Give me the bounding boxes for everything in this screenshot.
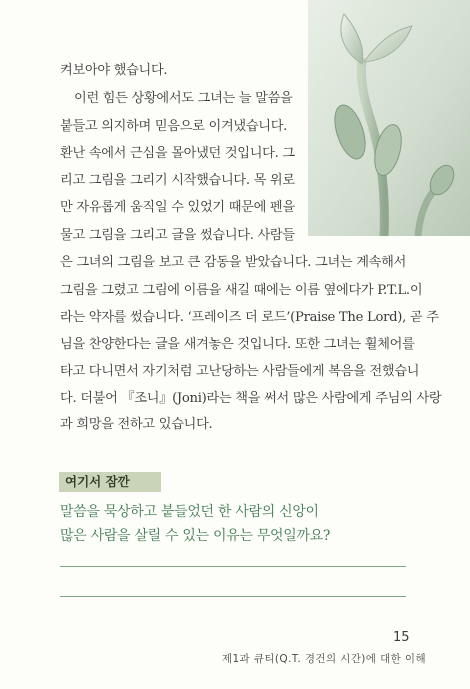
body-line: 다. 더불어 『조니』(Joni)라는 책을 써서 많은 사람에게 주님의 사랑 (60, 391, 442, 406)
body-line: 붙들고 의지하며 믿음으로 이겨냈습니다. (60, 119, 288, 134)
answer-line[interactable] (60, 566, 406, 567)
body-line: 만 자유롭게 움직일 수 있었기 때문에 펜을 (60, 200, 295, 215)
body-line: 라는 약자를 썼습니다. ‘프레이즈 더 로드’(Praise The Lord), 곧 주 (60, 310, 439, 325)
body-line: 타고 다니면서 자기처럼 고난당하는 사람들에게 복음을 전했습니 (60, 364, 420, 379)
chapter-footer: 제1과 큐티(Q.T. 경건의 시간)에 대한 이해 (221, 653, 426, 665)
body-line: 님을 찬양한다는 글을 새겨놓은 것입니다. 또한 그녀는 휠체어를 (60, 337, 415, 352)
page-number: 15 (393, 630, 410, 645)
answer-line[interactable] (60, 596, 406, 597)
body-line: 이런 힘든 상황에서도 그녀는 늘 말씀을 (74, 91, 293, 106)
section-label: 여기서 잠깐 (59, 472, 161, 492)
body-line: 그림을 그렸고 그림에 이름을 새길 때에는 이름 옆에다가 P.T.L.이 (60, 283, 423, 298)
body-line: 은 그녀의 그림을 보고 큰 감동을 받았습니다. 그녀는 계속해서 (60, 255, 407, 270)
question-line: 많은 사람을 살릴 수 있는 이유는 무엇일까요? (60, 528, 331, 544)
body-line: 리고 그림을 그리기 시작했습니다. 목 위로 (60, 173, 295, 188)
body-line: 물고 그림을 그리고 글을 썼습니다. 사람들 (60, 228, 295, 243)
body-line: 환난 속에서 근심을 몰아냈던 것입니다. 그 (60, 146, 295, 161)
sprout-illustration (308, 0, 470, 236)
body-line: 켜보아야 했습니다. (60, 63, 168, 78)
question-line: 말씀을 묵상하고 붙들었던 한 사람의 신앙이 (60, 504, 319, 520)
sprout-photo (308, 0, 470, 236)
body-line: 과 희망을 전하고 있습니다. (60, 417, 213, 432)
